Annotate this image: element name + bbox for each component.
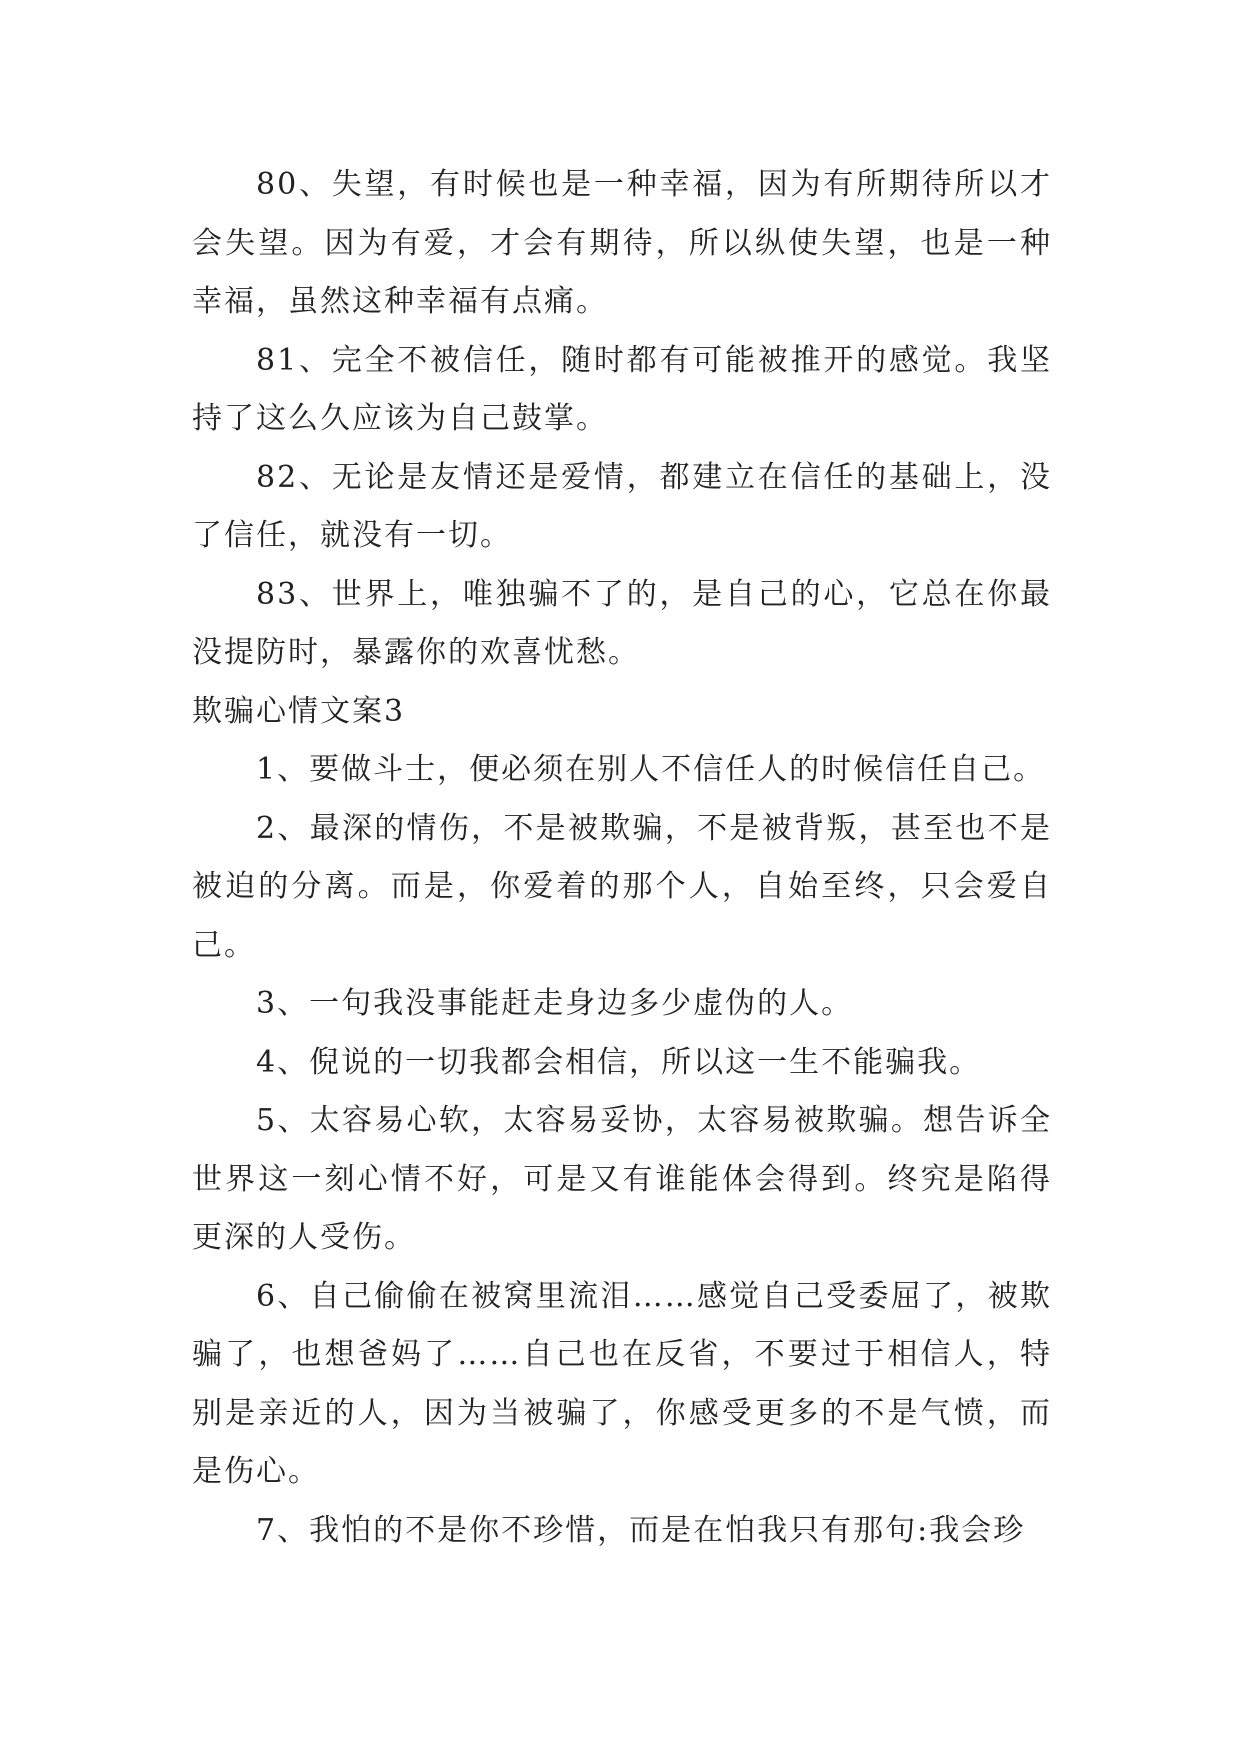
section-heading: 欺骗心情文案3 xyxy=(192,693,406,729)
paragraph-5: 5、太容易心软，太容易妥协，太容易被欺骗。想告诉全世界这一刻心情不好，可是又有谁能体会得到。终究是陷得更深的人受伤。 xyxy=(192,1103,1052,1255)
paragraph-81: 81、完全不被信任，随时都有可能被推开的感觉。我坚持了这么久应该为自己鼓掌。 xyxy=(192,342,1052,436)
paragraph-3: 3、一句我没事能赶走身边多少虚伪的人。 xyxy=(256,986,854,1021)
paragraph-1: 1、要做斗士，便必须在别人不信任人的时候信任自己。 xyxy=(256,752,1046,787)
paragraph-4: 4、倪说的一切我都会相信，所以这一生不能骗我。 xyxy=(256,1044,982,1080)
paragraph-2: 2、最深的情伤，不是被欺骗，不是被背叛，甚至也不是被迫的分离。而是，你爱着的那个人，自始至终，只会爱自己。 xyxy=(192,810,1052,963)
document-body xyxy=(192,156,1052,1560)
paragraph-6: 6、自己偷偷在被窝里流泪……感觉自己受委屈了，被欺骗了，也想爸妈了……自己也在反省，不要过于相信人，特别是亲近的人，因为当被骗了，你感受更多的不是气愤，而是伤心。 xyxy=(192,1278,1052,1489)
paragraph-7: 7、我怕的不是你不珍惜，而是在怕我只有那句:我会珍 xyxy=(256,1512,1026,1548)
paragraph-80: 80、失望，有时候也是一种幸福，因为有所期待所以才会失望。因为有爱，才会有期待，所以纵使失望，也是一种幸福，虽然这种幸福有点痛。 xyxy=(192,167,1052,319)
paragraph-82: 82、无论是友情还是爱情，都建立在信任的基础上，没了信任，就没有一切。 xyxy=(192,459,1052,553)
paragraph-83: 83、世界上，唯独骗不了的，是自己的心，它总在你最没提防时，暴露你的欢喜忧愁。 xyxy=(192,576,1052,670)
